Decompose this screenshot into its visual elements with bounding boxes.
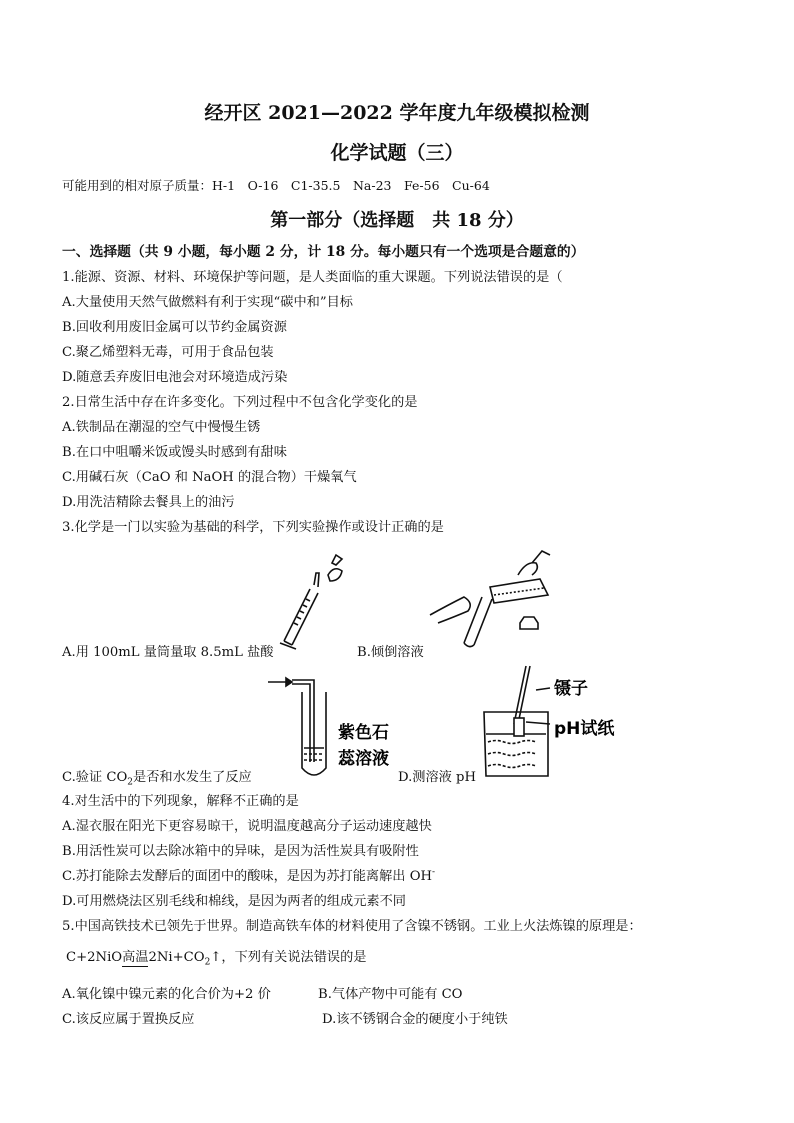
q5-option-b: B.气体产物中可能有 CO: [318, 987, 463, 1002]
q5-equation: C+2NiO高温$2Ni+CO_2↑$，下列有关说法错误的是: [66, 950, 367, 968]
fig-d-label-2: pH试纸: [554, 719, 615, 739]
atomic-masses: 可能用到的相对原子质量：H-1 O-16 C1-35.5 Na-23 Fe-56 Cu-64: [62, 178, 490, 193]
q4-option-b: B.用活性炭可以去除冰箱中的异味，是因为活性炭具有吸附性: [62, 844, 419, 859]
figure-a-cylinder: [270, 545, 360, 650]
q1-option-a: A.大量使用天然气做燃料有利于实现“碳中和”目标: [62, 295, 353, 310]
q5-option-d: D.该不锈钢合金的硬度小于纯铁: [322, 1012, 508, 1027]
q2-option-d: D.用洗洁精除去餐具上的油污: [62, 495, 235, 510]
q1-option-b: B.回收利用废旧金属可以节约金属资源: [62, 320, 287, 335]
q2-stem: 2.日常生活中存在许多变化。下列过程中不包含化学变化的是: [62, 395, 418, 410]
gas-arrow-icon: ↑: [210, 950, 222, 965]
q2-option-b: B.在口中咀嚼米饭或馒头时感到有甜味: [62, 445, 287, 460]
reaction-condition: 高温: [122, 950, 149, 965]
fig-c-label-1: 紫色石: [338, 723, 389, 743]
q1-stem: 1.能源、资源、材料、环境保护等问题，是人类面临的重大课题。下列说法错误的是（: [62, 270, 563, 285]
page-title: 经开区 2021—2022 学年度九年级模拟检测: [204, 102, 590, 124]
q4-stem: 4.对生活中的下列现象，解释不正确的是: [62, 794, 299, 809]
q5-stem: 5.中国高铁技术已领先于世界。制造高铁车体的材料使用了含镍不锈钢。工业上火法炼镍的原理是：: [62, 919, 642, 934]
q1-option-d: D.随意丢弃废旧电池会对环境造成污染: [62, 370, 288, 385]
page-subtitle: 化学试题（三）: [330, 142, 464, 164]
q5-option-a: A.氧化镍中镍元素的化合价为+2 价: [62, 987, 271, 1002]
fig-c-label-2: 蕊溶液: [338, 749, 389, 769]
q4-option-a: A.湿衣服在阳光下更容易晾干，说明温度越高分子运动速度越快: [62, 819, 432, 834]
q4-option-c: C.苏打能除去发酵后的面团中的酸味，是因为苏打能离解出 OH-: [62, 867, 436, 884]
section-instructions: 一、选择题（共 9 小题，每小题 2 分，计 18 分。每小题只有一个选项是合题意的）: [62, 244, 585, 260]
figure-b-pouring: [420, 545, 560, 650]
q3-option-d: D.测溶液 pH: [398, 770, 476, 785]
fig-d-label-1: 镊子: [554, 679, 588, 699]
q3-option-c: C.验证 $CO_2$是否和水发生了反应: [62, 770, 252, 788]
q1-option-c: C.聚乙烯塑料无毒，可用于食品包装: [62, 345, 274, 360]
q3-option-a: A.用 100mL 量筒量取 8.5mL 盐酸: [62, 645, 274, 660]
q3-option-b: B.倾倒溶液: [357, 645, 424, 660]
figure-c-test-tube: [262, 668, 402, 780]
section-title: 第一部分（选择题 共 18 分）: [270, 210, 524, 231]
figure-d-beaker: [478, 662, 638, 782]
q2-option-a: A.铁制品在潮湿的空气中慢慢生锈: [62, 420, 261, 435]
q3-stem: 3.化学是一门以实验为基础的科学，下列实验操作或设计正确的是: [62, 520, 444, 535]
q2-option-c: C.用碱石灰（CaO 和 NaOH 的混合物）干燥氧气: [62, 470, 357, 485]
q5-option-c: C.该反应属于置换反应: [62, 1012, 195, 1027]
q4-option-d: D.可用燃烧法区别毛线和棉线，是因为两者的组成元素不同: [62, 894, 406, 909]
